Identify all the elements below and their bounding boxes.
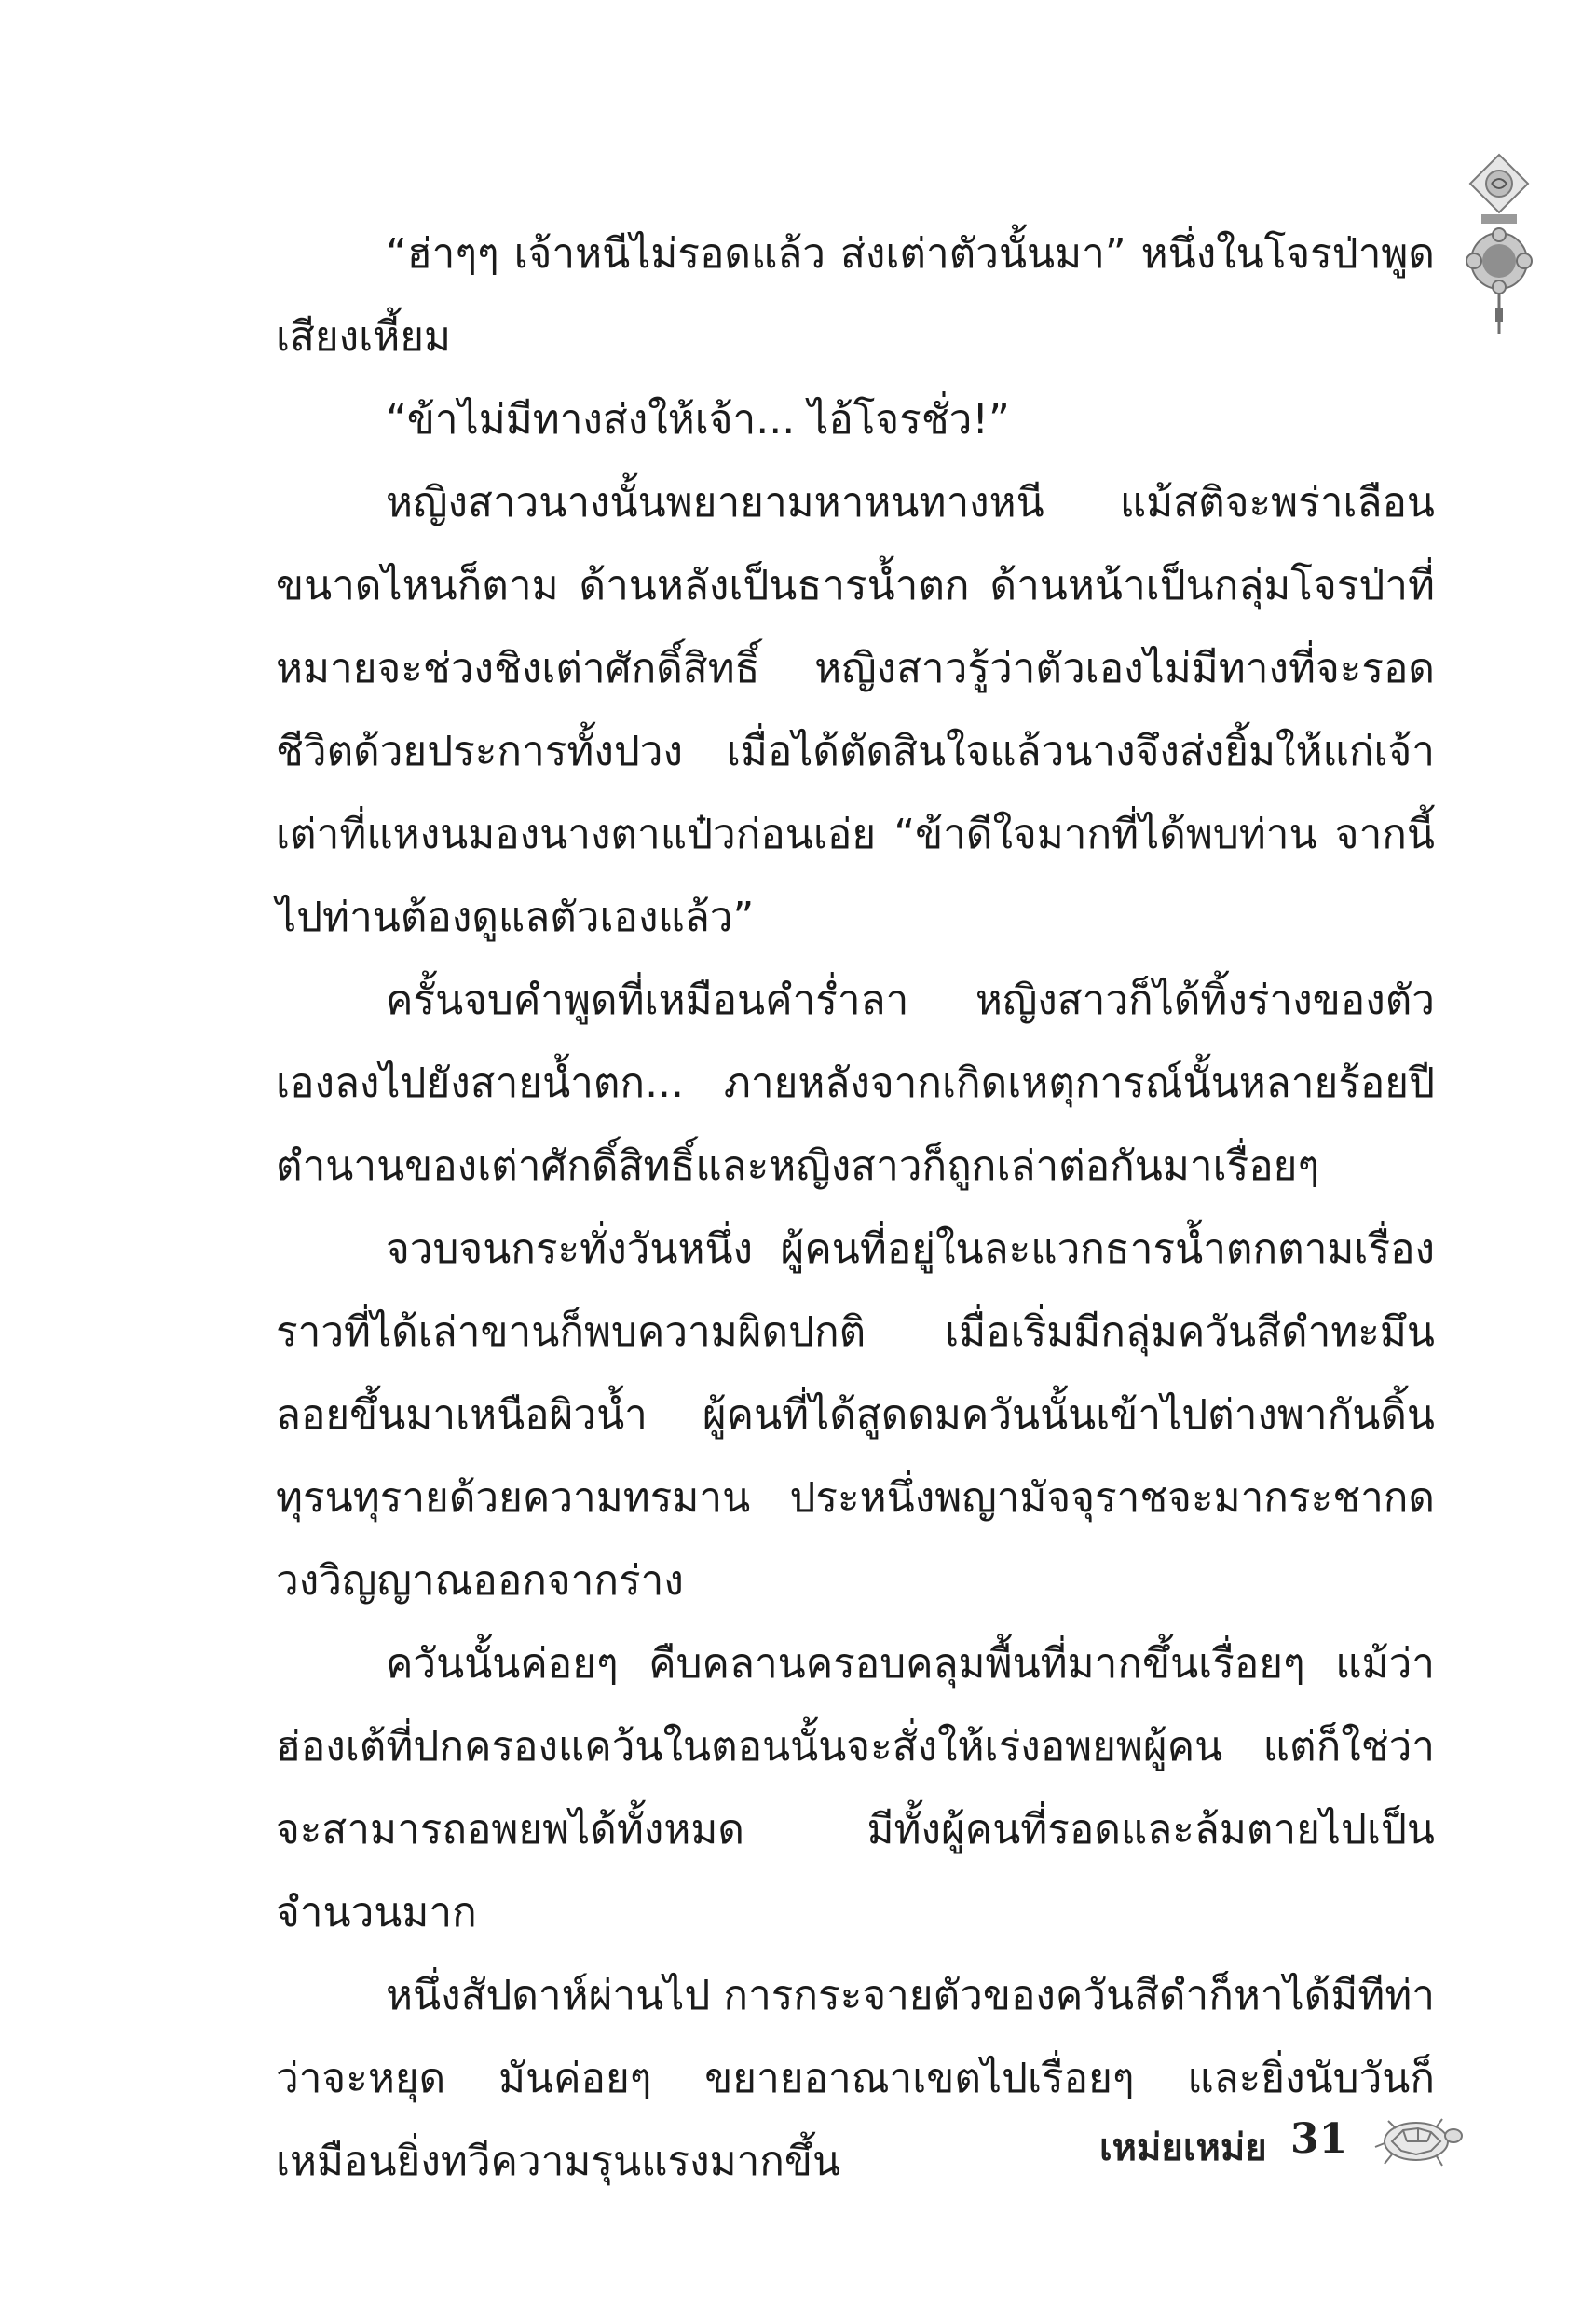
paragraph: ควันนั้นค่อยๆ คืบคลานครอบคลุมพื้นที่มากขึ้นเรื่อยๆ แม้ว่าฮ่องเต้ที่ปกครองแคว้นในตอนนั้นจะสั่งให้เร่งอพยพผู้คน แต่ก็ใช่ว่าจะสามารถอพยพได้ทั้งหมด มีทั้งผู้คนที่รอดและล้มตายไปเป็นจำนวนมาก	[276, 1640, 1435, 1936]
story-text	[276, 212, 1435, 2203]
paragraph: จวบจนกระทั่งวันหนึ่ง ผู้คนที่อยู่ในละแวกธารน้ำตกตามเรื่องราวที่ได้เล่าขานก็พบความผิดปกติ เมื่อเริ่มมีกลุ่มควันสีดำทะมึนลอยขึ้นมาเหนือผิวน้ำ ผู้คนที่ได้สูดดมควันนั้นเข้าไปต่างพากันดิ้นทุรนทุรายด้วยความทรมาน ประหนึ่งพญามัจจุราชจะมากระชากดวงวิญญาณออกจากร่าง	[276, 1225, 1435, 1605]
turtle-icon	[1371, 2108, 1465, 2173]
page-number: 31	[1290, 2115, 1348, 2163]
page-footer	[1099, 2108, 1472, 2182]
paragraph: ครั้นจบคำพูดที่เหมือนคำร่ำลา หญิงสาวก็ได้ทิ้งร่างของตัวเองลงไปยังสายน้ำตก... ภายหลังจากเกิดเหตุการณ์นั้นหลายร้อยปี ตำนานของเต่าศักดิ์สิทธิ์และหญิงสาวก็ถูกเล่าต่อกันมาเรื่อยๆ	[276, 977, 1435, 1190]
paragraph: หญิงสาวนางนั้นพยายามหาหนทางหนี แม้สติจะพร่าเลือนขนาดไหนก็ตาม ด้านหลังเป็นธารน้ำตก ด้านหน้าเป็นกลุ่มโจรป่าที่หมายจะช่วงชิงเต่าศักดิ์สิทธิ์ หญิงสาวรู้ว่าตัวเองไม่มีทางที่จะรอดชีวิตด้วยประการทั้งปวง เมื่อได้ตัดสินใจแล้วนางจึงส่งยิ้มให้แก่เจ้าเต่าที่แหงนมองนางตาแป๋วก่อนเอ่ย “ข้าดีใจมากที่ได้พบท่าน จากนี้ไปท่านต้องดูแลตัวเองแล้ว”	[276, 479, 1435, 941]
paragraph: หนึ่งสัปดาห์ผ่านไป การกระจายตัวของควันสีดำก็หาได้มีทีท่าว่าจะหยุด มันค่อยๆ ขยายอาณาเขตไปเรื่อยๆ และยิ่งนับวันก็เหมือนยิ่งทวีความรุนแรงมากขึ้น	[276, 1972, 1435, 2185]
paragraph: “ข้าไม่มีทางส่งให้เจ้า... ไอ้โจรชั่ว!”	[386, 396, 1010, 444]
book-title: เหม่ยเหม่ย	[1099, 2126, 1267, 2169]
chinese-knot-ornament-icon	[1461, 149, 1537, 335]
paragraph: “ฮ่าๆๆ เจ้าหนีไม่รอดแล้ว ส่งเต่าตัวนั้นมา” หนึ่งในโจรป่าพูดเสียงเหี้ยม	[276, 230, 1435, 361]
